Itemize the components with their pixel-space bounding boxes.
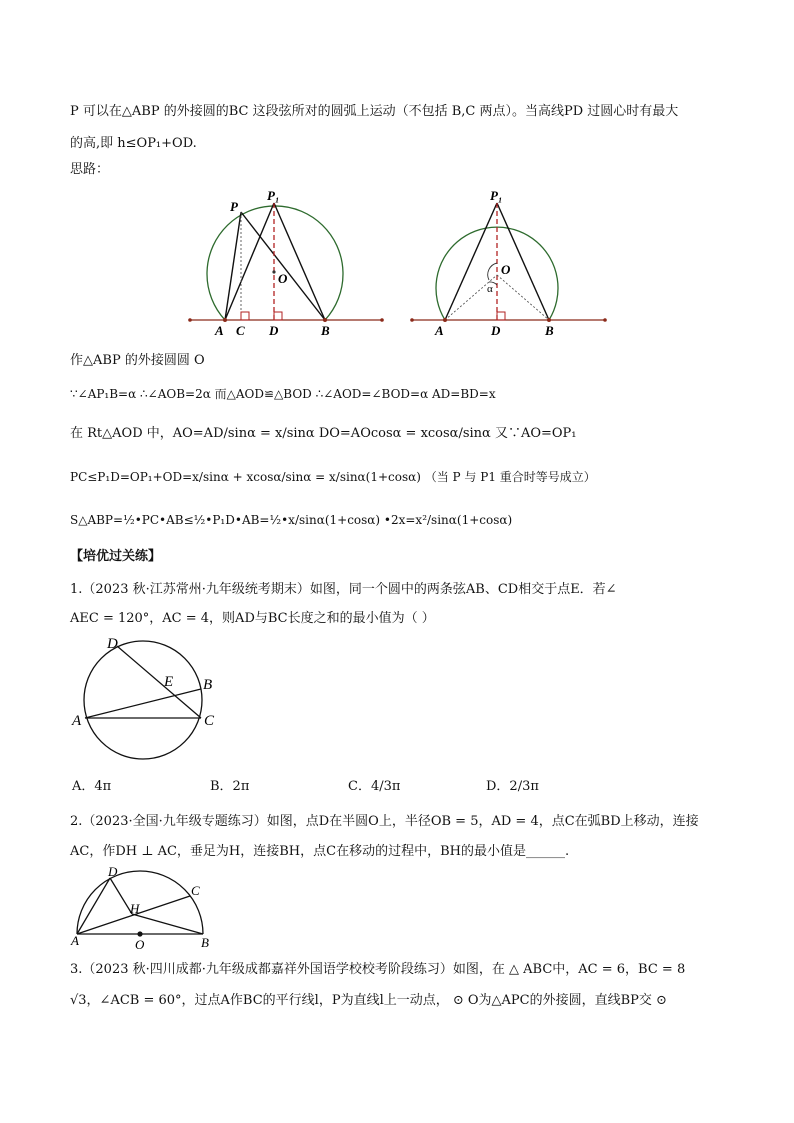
q1-option-c: C．4/3π xyxy=(348,779,401,794)
q2-label-O: O xyxy=(135,937,145,952)
fig2-label-D: D xyxy=(491,323,501,338)
q3-line-2: √3，∠ACB = 60°，过点A作BC的平行线l，P为直线l上一动点， ⊙ O为△APC的外接圆，直线BP交 ⊙ xyxy=(70,993,667,1008)
q1-option-b: B．2π xyxy=(210,779,250,794)
q1-option-d: D．2/3π xyxy=(486,779,539,794)
q2-figure xyxy=(68,862,218,952)
derivation-line-5: S△ABP=½•PC•AB≤½•P₁D•AB=½•x/sinα(1+cosα) •2x=x²/sinα(1+cosα) xyxy=(70,513,513,527)
q1-label-C: C xyxy=(204,713,215,729)
fig2-label-O: O xyxy=(501,262,511,277)
figure-2 xyxy=(405,185,615,340)
q1-label-E: E xyxy=(164,674,174,690)
fig1-label-A: A xyxy=(215,323,224,338)
q2-label-D: D xyxy=(108,864,118,879)
q2-label-H: H xyxy=(130,901,140,916)
q3-line-1: 3.（2023 秋·四川成都·九年级成都嘉祥外国语学校校考阶段练习）如图，在 △ ABC中，AC = 6，BC = 8 xyxy=(70,962,686,977)
fig2-label-alpha: α xyxy=(487,283,493,295)
figure-1 xyxy=(185,185,390,340)
fig1-label-D: D xyxy=(269,323,279,338)
fig1-label-B: B xyxy=(321,323,330,338)
derivation-line-4: PC≤P₁D=OP₁+OD=x/sinα + xcosα/sinα = x/sinα(1+cosα) （当 P 与 P1 重合时等号成立） xyxy=(70,470,596,484)
derivation-line-2: ∵∠AP₁B=α ∴∠AOB=2α 而△AOD≌△BOD ∴∠AOD=∠BOD=α AD=BD=x xyxy=(70,387,496,401)
q1-label-A: A xyxy=(72,713,82,729)
q2-line-2: AC，作DH ⊥ AC，垂足为H，连接BH，点C在移动的过程中，BH的最小值是______. xyxy=(70,844,570,859)
fig1-label-P: P xyxy=(230,199,238,214)
fig1-label-P1: P₁ xyxy=(267,188,280,203)
fig2-label-A: A xyxy=(435,323,444,338)
intro-line-2: 的高,即 h≤OP₁+OD. xyxy=(70,136,197,151)
fig1-label-O: O xyxy=(278,271,288,286)
q1-label-B: B xyxy=(203,677,213,693)
q2-label-A: A xyxy=(71,933,79,948)
fig2-label-P1: P₁ xyxy=(490,188,503,203)
fig2-label-B: B xyxy=(545,323,554,338)
fig1-label-C: C xyxy=(236,323,245,338)
q1-line-2: AEC = 120°，AC = 4，则AD与BC长度之和的最小值为（ ） xyxy=(70,611,435,626)
q2-line-1: 2.（2023·全国·九年级专题练习）如图，点D在半圆O上，半径OB = 5，AD = 4，点C在弧BD上移动，连接 xyxy=(70,814,699,829)
q2-label-C: C xyxy=(191,883,200,898)
q2-label-B: B xyxy=(201,935,209,950)
derivation-line-1: 作△ABP 的外接圆圆 O xyxy=(70,353,205,368)
section-title: 【培优过关练】 xyxy=(70,549,162,564)
q1-option-a: A．4π xyxy=(72,779,112,794)
q1-line-1: 1.（2023 秋·江苏常州·九年级统考期末）如图，同一个圆中的两条弦AB、CD相交于点E．若∠ xyxy=(70,582,617,597)
q1-figure xyxy=(68,632,228,762)
derivation-line-3: 在 Rt△AOD 中，AO=AD/sinα = x/sinα DO=AOcosα = xcosα/sinα 又∵AO=OP₁ xyxy=(70,426,577,441)
intro-line-1: P 可以在△ABP 的外接圆的BC 这段弦所对的圆弧上运动（不包括 B,C 两点）。当高线PD 过圆心时有最大 xyxy=(70,104,679,119)
q1-label-D: D xyxy=(107,636,118,652)
silu-label: 思路： xyxy=(70,162,110,177)
